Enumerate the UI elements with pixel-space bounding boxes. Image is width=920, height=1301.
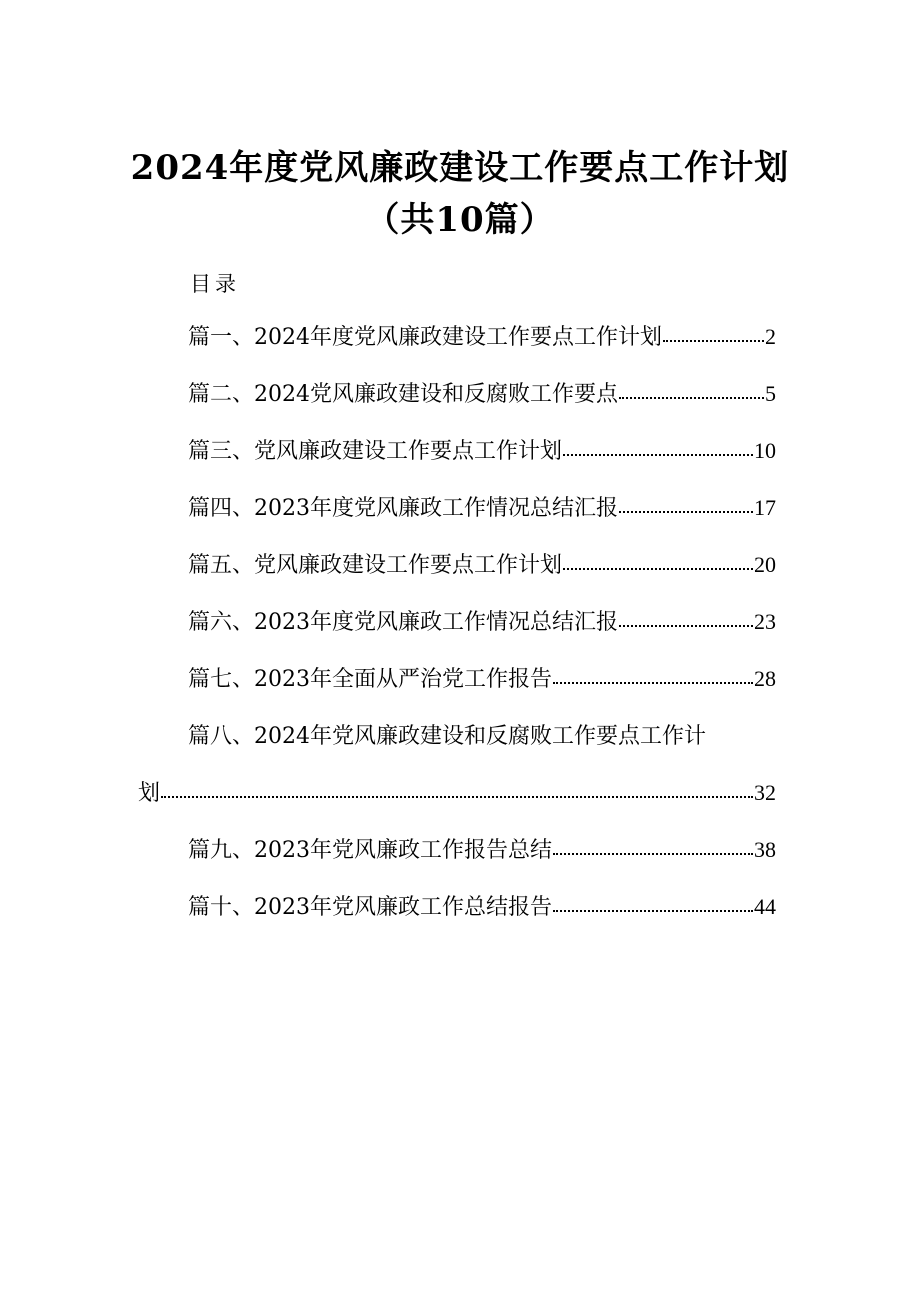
toc-leader-dots: [563, 550, 753, 570]
toc-entry-label: 篇二、2024党风廉政建设和反腐败工作要点: [188, 382, 618, 407]
toc-entry-2[interactable]: [188, 377, 776, 411]
toc-page-number: 38: [754, 837, 776, 862]
toc-leader-dots: [663, 322, 764, 342]
toc-leader-dots: [553, 664, 753, 684]
toc-entry-label: 划: [138, 781, 161, 806]
toc-entry-8-line2[interactable]: [138, 776, 776, 810]
toc-entry-label: 篇五、党风廉政建设工作要点工作计划: [188, 553, 563, 578]
toc-entry-label: 篇四、2023年度党风廉政工作情况总结汇报: [188, 496, 618, 521]
document-subtitle: （共10篇）: [365, 200, 555, 240]
toc-entry-7[interactable]: [188, 662, 776, 696]
toc-page-number: 44: [754, 894, 776, 919]
toc-entry-label: 篇七、2023年全面从严治党工作报告: [188, 667, 552, 692]
toc-entry-9[interactable]: [188, 833, 776, 867]
toc-page-number: 32: [754, 780, 776, 805]
toc-leader-dots: [161, 778, 753, 798]
toc-leader-dots: [619, 607, 753, 627]
toc-leader-dots: [553, 835, 753, 855]
toc-page-number: 23: [754, 609, 776, 634]
toc-entry-1[interactable]: [188, 320, 776, 354]
toc-page-number: 28: [754, 666, 776, 691]
toc-entry-6[interactable]: [188, 605, 776, 639]
toc-leader-dots: [563, 436, 753, 456]
document-title: 2024年度党风廉政建设工作要点工作计划: [130, 148, 790, 188]
toc-leader-dots: [619, 379, 764, 399]
toc-page-number: 20: [754, 552, 776, 577]
toc-page-number: 10: [754, 438, 776, 463]
toc-entry-5[interactable]: [188, 548, 776, 582]
toc-entry-label: 篇十、2023年党风廉政工作总结报告: [188, 895, 552, 920]
toc-entry-label: 篇三、党风廉政建设工作要点工作计划: [188, 439, 563, 464]
toc-leader-dots: [553, 892, 753, 912]
toc-entry-8-line1[interactable]: [188, 719, 776, 753]
toc-page-number: 17: [754, 495, 776, 520]
toc-entry-label: 篇九、2023年党风廉政工作报告总结: [188, 838, 552, 863]
toc-entry-10[interactable]: [188, 890, 776, 924]
toc-page-number: 2: [765, 324, 776, 349]
toc-entry-label: 篇一、2024年度党风廉政建设工作要点工作计划: [188, 325, 662, 350]
toc-entry-label: 篇六、2023年度党风廉政工作情况总结汇报: [188, 610, 618, 635]
toc-entry-label: 篇八、2024年党风廉政建设和反腐败工作要点工作计: [188, 724, 706, 749]
toc-leader-dots: [619, 493, 753, 513]
toc-page-number: 5: [765, 381, 776, 406]
toc-entry-4[interactable]: [188, 491, 776, 525]
toc-entry-3[interactable]: [188, 434, 776, 468]
toc-heading: 目录: [190, 272, 240, 296]
